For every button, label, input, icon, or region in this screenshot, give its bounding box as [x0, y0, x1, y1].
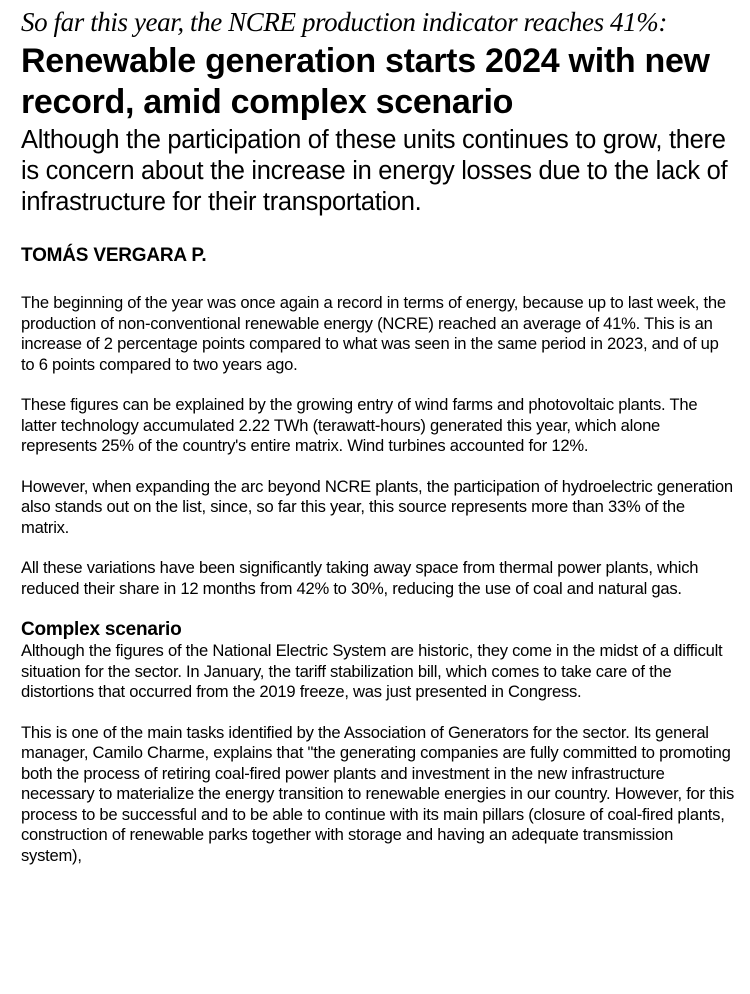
article-paragraph: The beginning of the year was once again a record in terms of energy, because up to last week, the production of non-conventional renewable energy (NCRE) reached an average of 41%. This is an increase of 2 percentage points compared to what was seen in the same period in 2023, and of up to 6 points compared to two years ago. — [21, 293, 726, 374]
section-paragraph: Although the figures of the National Electric System are historic, they come in the midst of a difficult situation for the sector. In January, the tariff stabilization bill, which comes to take care of the distortions that occurred from the 2019 freeze, was just presented in Congress. — [21, 641, 723, 701]
section-paragraph: This is one of the main tasks identified by the Association of Generators for the sector. Its general manager, Camilo Charme, explains that "the generating companies are fully committed to promoting both the process of retiring coal-fired power plants and investment in the new infrastructure necessary to materialize the energy transition to renewable energies in our country. However, for this process to be successful and to be able to continue with its main pillars (closure of coal-fired plants, construction of renewable parks together with storage and having an adequate transmission system), — [21, 722, 734, 865]
subheadline: Although the participation of these units continues to grow, there is concern about the increase in energy losses due to the lack of infrastructure for their transportation. — [21, 126, 728, 216]
kicker: So far this year, the NCRE production indicator reaches 41%: — [21, 7, 667, 37]
section-heading: Complex scenario — [21, 619, 182, 640]
article-paragraph: These figures can be explained by the growing entry of wind farms and photovoltaic plants. The latter technology accumulated 2.22 TWh (terawatt-hours) generated this year, which alone represents 25% of the country's entire matrix. Wind turbines accounted for 12%. — [21, 395, 698, 455]
headline: Renewable generation starts 2024 with new record, amid complex scenario — [21, 42, 710, 121]
article-paragraph: All these variations have been significantly taking away space from thermal power plants, which reduced their share in 12 months from 42% to 30%, reducing the use of coal and natural gas. — [21, 558, 699, 598]
article-paragraph: However, when expanding the arc beyond NCRE plants, the participation of hydroelectric generation also stands out on the list, since, so far this year, this source represents more than 33% of the matrix. — [21, 476, 733, 537]
article — [0, 6, 750, 866]
byline: TOMÁS VERGARA P. — [21, 245, 207, 266]
